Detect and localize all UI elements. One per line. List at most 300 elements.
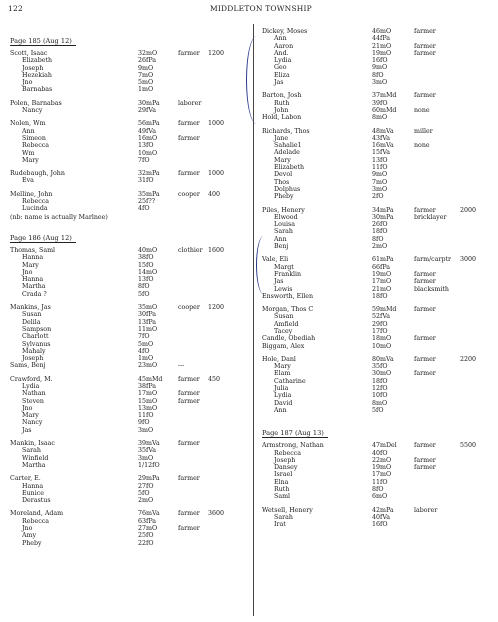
census-row bbox=[262, 400, 492, 407]
person-name: Ann bbox=[274, 235, 287, 243]
census-row bbox=[262, 442, 492, 449]
age-sex-birthplace: 25fO bbox=[138, 532, 154, 540]
age-sex-birthplace: 16mVa bbox=[372, 142, 394, 150]
right-column bbox=[262, 28, 492, 535]
census-row bbox=[262, 293, 492, 300]
census-row bbox=[10, 150, 245, 157]
age-sex-birthplace: 18fO bbox=[372, 377, 388, 385]
person-name: Rebecca bbox=[274, 449, 302, 457]
census-row bbox=[10, 455, 245, 462]
census-row bbox=[262, 149, 492, 156]
property-value: 3000 bbox=[460, 256, 477, 264]
age-sex-birthplace: 8fO bbox=[372, 486, 384, 494]
census-row bbox=[10, 412, 245, 419]
census-row bbox=[10, 198, 245, 205]
age-sex-birthplace: 8fO bbox=[138, 283, 150, 291]
person-name: David bbox=[274, 399, 293, 407]
census-row bbox=[262, 128, 492, 135]
age-sex-birthplace: 13fO bbox=[138, 142, 154, 150]
census-row bbox=[10, 254, 245, 261]
census-page-header: Page 186 (Aug 12) bbox=[10, 234, 76, 243]
occupation: farmer bbox=[414, 92, 436, 100]
occupation: cooper bbox=[178, 304, 200, 312]
occupation: none bbox=[414, 142, 430, 150]
census-row bbox=[10, 326, 245, 333]
person-name: Jno bbox=[22, 79, 33, 87]
age-sex-birthplace: 3mO bbox=[138, 454, 154, 462]
age-sex-birthplace: 8fO bbox=[372, 235, 384, 243]
census-row bbox=[10, 333, 245, 340]
census-row bbox=[262, 471, 492, 478]
person-name: Mary bbox=[274, 156, 291, 164]
census-row bbox=[262, 79, 492, 86]
property-value: 1200 bbox=[208, 50, 225, 57]
age-sex-birthplace: 29mPa bbox=[138, 475, 160, 483]
age-sex-birthplace: 27fO bbox=[138, 482, 154, 490]
person-name: Margt bbox=[274, 263, 294, 271]
census-row bbox=[262, 221, 492, 228]
census-row bbox=[262, 179, 492, 186]
age-sex-birthplace: 26fO bbox=[372, 221, 388, 229]
age-sex-birthplace: 5fO bbox=[138, 489, 150, 497]
occupation: farmer bbox=[178, 390, 200, 398]
age-sex-birthplace: 13fO bbox=[372, 156, 388, 164]
household-group bbox=[10, 475, 245, 504]
occupation: farm/carptr bbox=[414, 256, 452, 264]
census-row bbox=[10, 57, 245, 64]
age-sex-birthplace: 80mVa bbox=[372, 355, 394, 363]
census-row bbox=[10, 135, 245, 142]
census-row bbox=[10, 177, 245, 184]
census-row bbox=[10, 475, 245, 482]
person-name: Polen, Barnabas bbox=[10, 99, 62, 107]
person-name: Hold, Labon bbox=[262, 114, 302, 122]
census-page-header: Page 187 (Aug 13) bbox=[262, 429, 328, 438]
person-name: Ruth bbox=[274, 486, 290, 494]
census-row bbox=[262, 57, 492, 64]
person-name: Mary bbox=[22, 261, 39, 269]
household-group bbox=[262, 356, 492, 414]
age-sex-birthplace: 29fO bbox=[372, 320, 388, 328]
person-name: Nancy bbox=[22, 107, 43, 115]
age-sex-birthplace: 19mO bbox=[372, 464, 392, 472]
census-row bbox=[262, 236, 492, 243]
person-name: Moreland, Adam bbox=[10, 510, 64, 518]
person-name: Ensworth, Ellen bbox=[262, 292, 314, 300]
property-value: 1000 bbox=[208, 120, 225, 128]
occupation: farmer bbox=[178, 397, 200, 405]
age-sex-birthplace: 15fO bbox=[138, 261, 154, 269]
age-sex-birthplace: 2fO bbox=[372, 193, 384, 201]
census-row bbox=[10, 247, 245, 254]
person-name: Dansey bbox=[274, 464, 298, 472]
census-row bbox=[262, 214, 492, 221]
household-group bbox=[262, 28, 492, 86]
person-name: Wetsell, Henery bbox=[262, 506, 313, 514]
age-sex-birthplace: 61mPa bbox=[372, 256, 394, 264]
person-name: Wm bbox=[22, 149, 35, 157]
household-group bbox=[10, 120, 245, 164]
census-row bbox=[262, 50, 492, 57]
census-row bbox=[262, 107, 492, 114]
age-sex-birthplace: 56mPa bbox=[138, 120, 160, 128]
person-name: Hanna bbox=[22, 276, 44, 284]
household-group bbox=[10, 100, 245, 115]
age-sex-birthplace: 8mO bbox=[372, 399, 388, 407]
age-sex-birthplace: 52fVa bbox=[372, 313, 391, 321]
transcriber-note: (nb: name is actually Marlnee) bbox=[10, 213, 108, 221]
census-row bbox=[10, 128, 245, 135]
age-sex-birthplace: 4fO bbox=[138, 205, 150, 213]
person-name: Elizabeth bbox=[274, 164, 305, 172]
age-sex-birthplace: 60mMd bbox=[372, 106, 397, 114]
person-name: Mankins, Jas bbox=[10, 304, 51, 312]
age-sex-birthplace: 19mO bbox=[372, 49, 392, 57]
census-row bbox=[262, 356, 492, 363]
census-row bbox=[262, 271, 492, 278]
age-sex-birthplace: 2mO bbox=[138, 497, 154, 505]
census-row bbox=[10, 79, 245, 86]
age-sex-birthplace: 46mO bbox=[372, 28, 392, 35]
age-sex-birthplace: 13fO bbox=[138, 276, 154, 284]
age-sex-birthplace: 6mO bbox=[372, 493, 388, 501]
census-row bbox=[262, 171, 492, 178]
person-name: Nathan bbox=[22, 390, 46, 398]
census-row bbox=[262, 100, 492, 107]
person-name: Pheby bbox=[22, 539, 42, 547]
census-row bbox=[262, 243, 492, 250]
age-sex-birthplace: 39fO bbox=[372, 99, 388, 107]
census-row bbox=[10, 311, 245, 318]
property-value: 1000 bbox=[208, 170, 225, 178]
census-row bbox=[10, 86, 245, 93]
age-sex-birthplace: 18fO bbox=[372, 292, 388, 300]
occupation: farmer bbox=[414, 278, 436, 286]
census-row bbox=[262, 186, 492, 193]
person-name: Mary bbox=[22, 156, 39, 164]
household-group bbox=[262, 442, 492, 500]
person-name: Rebecca bbox=[22, 142, 50, 150]
census-row bbox=[10, 398, 245, 405]
census-row bbox=[262, 493, 492, 500]
person-name: Sarah bbox=[274, 513, 293, 521]
census-row bbox=[262, 193, 492, 200]
age-sex-birthplace: 11fO bbox=[372, 478, 388, 486]
household-group bbox=[10, 50, 245, 94]
person-name: Martha bbox=[22, 283, 46, 291]
census-page-header: Page 185 (Aug 12) bbox=[10, 37, 76, 46]
household-group bbox=[10, 304, 245, 370]
age-sex-birthplace: 48mVa bbox=[372, 127, 394, 135]
age-sex-birthplace: 32mO bbox=[138, 50, 158, 57]
census-row bbox=[262, 306, 492, 313]
person-name: Pheby bbox=[274, 193, 294, 201]
census-row bbox=[10, 65, 245, 72]
age-sex-birthplace: 22fO bbox=[138, 539, 154, 547]
age-sex-birthplace: 40fVa bbox=[372, 513, 391, 521]
occupation: farmer bbox=[414, 306, 436, 314]
age-sex-birthplace: 38fO bbox=[138, 254, 154, 262]
person-name: Elizabeth bbox=[22, 57, 53, 65]
census-row bbox=[262, 507, 492, 514]
occupation: farmer bbox=[414, 42, 436, 50]
left-column bbox=[10, 28, 245, 553]
occupation: farmer bbox=[414, 270, 436, 278]
census-row bbox=[10, 262, 245, 269]
census-row bbox=[262, 35, 492, 42]
census-row bbox=[10, 120, 245, 127]
age-sex-birthplace: 17mO bbox=[138, 390, 158, 398]
census-row bbox=[262, 521, 492, 528]
age-sex-birthplace: 21mO bbox=[372, 42, 392, 50]
census-row bbox=[262, 313, 492, 320]
person-name: Sylvanus bbox=[22, 340, 51, 348]
age-sex-birthplace: 5fO bbox=[372, 406, 384, 414]
census-row bbox=[262, 385, 492, 392]
census-row bbox=[10, 319, 245, 326]
person-name: Devol bbox=[274, 171, 293, 179]
census-row bbox=[10, 269, 245, 276]
occupation: laborer bbox=[414, 506, 438, 514]
census-row bbox=[10, 440, 245, 447]
occupation: none bbox=[414, 106, 430, 114]
age-sex-birthplace: 3mO bbox=[372, 79, 388, 87]
person-name: Sams, Benj bbox=[10, 362, 46, 370]
property-value: 1200 bbox=[208, 304, 225, 312]
age-sex-birthplace: 7mO bbox=[138, 71, 154, 79]
occupation: farmer bbox=[178, 475, 200, 483]
person-name: Ann bbox=[274, 35, 287, 43]
person-name: Aaron bbox=[274, 42, 294, 50]
person-name: Mary bbox=[274, 363, 291, 371]
census-row bbox=[262, 135, 492, 142]
age-sex-birthplace: 35mO bbox=[138, 304, 158, 312]
person-name: Saml bbox=[274, 493, 291, 501]
census-row bbox=[10, 483, 245, 490]
person-name: Crada ? bbox=[22, 290, 47, 298]
census-row bbox=[262, 464, 492, 471]
age-sex-birthplace: 63fPa bbox=[138, 517, 157, 525]
occupation: clothier bbox=[178, 246, 203, 254]
census-row bbox=[262, 343, 492, 350]
occupation: farmer bbox=[414, 464, 436, 472]
census-row bbox=[10, 497, 245, 504]
person-name: Ann bbox=[274, 406, 287, 414]
person-name: Tacey bbox=[274, 327, 293, 335]
person-name: Simeon bbox=[22, 134, 46, 142]
age-sex-birthplace: 16mO bbox=[138, 134, 158, 142]
property-value: 2200 bbox=[460, 355, 477, 363]
age-sex-birthplace: 9mO bbox=[372, 171, 388, 179]
age-sex-birthplace: 23mO bbox=[138, 362, 158, 370]
census-row bbox=[262, 392, 492, 399]
person-name: Eliza bbox=[274, 71, 290, 79]
age-sex-birthplace: 5mO bbox=[138, 79, 154, 87]
age-sex-birthplace: 40mO bbox=[138, 246, 158, 254]
census-row bbox=[262, 28, 492, 35]
occupation: bricklayer bbox=[414, 213, 447, 221]
census-row bbox=[10, 355, 245, 362]
age-sex-birthplace: 26fPa bbox=[138, 57, 157, 65]
person-name: Ruth bbox=[274, 99, 290, 107]
census-row bbox=[10, 157, 245, 164]
age-sex-birthplace: 21mO bbox=[372, 285, 392, 293]
census-row bbox=[10, 362, 245, 369]
person-name: Louisa bbox=[274, 221, 296, 229]
person-name: Nancy bbox=[22, 419, 43, 427]
age-sex-birthplace: 9fO bbox=[138, 419, 150, 427]
township-title: MIDDLETON TOWNSHIP bbox=[210, 4, 312, 13]
age-sex-birthplace: 11fO bbox=[372, 164, 388, 172]
age-sex-birthplace: 7fO bbox=[138, 333, 150, 341]
census-row bbox=[10, 419, 245, 426]
age-sex-birthplace: 1mO bbox=[138, 355, 154, 363]
age-sex-birthplace: 15mO bbox=[138, 397, 158, 405]
census-row bbox=[10, 276, 245, 283]
occupation: farmer bbox=[178, 50, 200, 57]
person-name: Elam bbox=[274, 370, 291, 378]
age-sex-birthplace: 16fO bbox=[372, 57, 388, 65]
person-name: Armstrong, Nathan bbox=[262, 442, 324, 450]
person-name: Geo bbox=[274, 64, 287, 72]
person-name: Mary bbox=[22, 412, 39, 420]
age-sex-birthplace: 39mVa bbox=[138, 440, 160, 448]
person-name: Barton, Josh bbox=[262, 92, 302, 100]
occupation: cooper bbox=[178, 190, 200, 198]
person-name: Rebecca bbox=[22, 198, 50, 206]
age-sex-birthplace: 31fO bbox=[138, 177, 154, 185]
page-number: 122 bbox=[8, 4, 23, 13]
person-name: Martha bbox=[22, 461, 46, 469]
person-name: Delila bbox=[22, 318, 41, 326]
person-name: Candle, Obediah bbox=[262, 335, 316, 343]
person-name: Amfield bbox=[274, 320, 299, 328]
census-row bbox=[10, 427, 245, 434]
household-group bbox=[10, 170, 245, 185]
person-name: Biggam, Alex bbox=[262, 342, 305, 350]
age-sex-birthplace: 12fO bbox=[372, 385, 388, 393]
age-sex-birthplace: 35fO bbox=[372, 363, 388, 371]
census-row bbox=[10, 291, 245, 298]
person-name: Ann bbox=[22, 127, 35, 135]
household-group bbox=[262, 256, 492, 300]
person-name: Piles, Henery bbox=[262, 206, 305, 214]
occupation: --- bbox=[178, 362, 185, 370]
census-row bbox=[10, 532, 245, 539]
age-sex-birthplace: 19mO bbox=[372, 270, 392, 278]
person-name: Sarah bbox=[274, 228, 293, 236]
age-sex-birthplace: 2mO bbox=[372, 243, 388, 251]
person-name: Jas bbox=[274, 278, 284, 286]
occupation: farmer bbox=[178, 134, 200, 142]
person-name: Morgan, Thos C bbox=[262, 306, 314, 314]
person-name: Benj bbox=[274, 243, 289, 251]
census-row bbox=[262, 328, 492, 335]
person-name: Hole, Danl bbox=[262, 355, 296, 363]
census-row bbox=[262, 286, 492, 293]
census-row bbox=[10, 510, 245, 517]
person-name: Elna bbox=[274, 478, 289, 486]
person-name: Franklin bbox=[274, 270, 302, 278]
age-sex-birthplace: 38fPa bbox=[138, 382, 157, 390]
person-name: Sahalie1 bbox=[274, 142, 302, 150]
age-sex-birthplace: 66fPa bbox=[372, 263, 391, 271]
age-sex-birthplace: 34mPa bbox=[372, 206, 394, 214]
census-row bbox=[262, 457, 492, 464]
person-name: Barnabas bbox=[22, 86, 53, 94]
person-name: Mankin, Isaac bbox=[10, 440, 55, 448]
census-row bbox=[262, 486, 492, 493]
person-name: Jane bbox=[274, 134, 289, 142]
person-name: Julia bbox=[274, 385, 289, 393]
person-name: Melline, John bbox=[10, 190, 53, 198]
census-row bbox=[262, 479, 492, 486]
occupation: farmer bbox=[414, 456, 436, 464]
person-name: Catharine bbox=[274, 377, 306, 385]
age-sex-birthplace: 44fPa bbox=[372, 35, 391, 43]
census-row bbox=[262, 378, 492, 385]
census-row bbox=[262, 278, 492, 285]
occupation: miller bbox=[414, 127, 433, 135]
census-row bbox=[262, 157, 492, 164]
household-group bbox=[262, 306, 492, 350]
census-row bbox=[10, 462, 245, 469]
census-row bbox=[262, 72, 492, 79]
age-sex-birthplace: 45mMd bbox=[138, 375, 163, 383]
census-row bbox=[10, 107, 245, 114]
occupation: farmer bbox=[178, 375, 200, 383]
census-row bbox=[10, 376, 245, 383]
person-name: Winfield bbox=[22, 454, 49, 462]
census-row bbox=[262, 114, 492, 121]
person-name: Lucinda bbox=[22, 205, 48, 213]
age-sex-birthplace: 10mO bbox=[138, 149, 158, 157]
age-sex-birthplace: 9mO bbox=[138, 64, 154, 72]
age-sex-birthplace: 5fO bbox=[138, 290, 150, 298]
household-group bbox=[262, 92, 492, 121]
person-name: Carter, E. bbox=[10, 475, 41, 483]
household-group bbox=[262, 207, 492, 251]
census-row bbox=[262, 264, 492, 271]
age-sex-birthplace: 7mO bbox=[372, 178, 388, 186]
census-row bbox=[10, 348, 245, 355]
age-sex-birthplace: 35mPa bbox=[138, 190, 160, 198]
person-name: Amy bbox=[22, 532, 37, 540]
person-name: Charlott bbox=[22, 333, 49, 341]
person-name: And. bbox=[274, 49, 289, 57]
age-sex-birthplace: 30fPa bbox=[138, 311, 157, 319]
age-sex-birthplace: 18mO bbox=[372, 335, 392, 343]
census-row bbox=[10, 525, 245, 532]
age-sex-birthplace: 3mO bbox=[372, 185, 388, 193]
person-name: Hanna bbox=[22, 254, 44, 262]
occupation: farmer bbox=[178, 120, 200, 128]
occupation: farmer bbox=[178, 525, 200, 533]
age-sex-birthplace: 32mPa bbox=[138, 170, 160, 178]
census-row bbox=[10, 283, 245, 290]
census-row bbox=[262, 43, 492, 50]
property-value: 5500 bbox=[460, 442, 477, 450]
household-group bbox=[262, 128, 492, 201]
age-sex-birthplace: 1/12fO bbox=[138, 461, 160, 469]
person-name: Derastus bbox=[22, 497, 51, 505]
person-name: Dickey, Moses bbox=[262, 28, 308, 35]
occupation: farmer bbox=[414, 49, 436, 57]
person-name: Rebecca bbox=[22, 517, 50, 525]
age-sex-birthplace: 37mMd bbox=[372, 92, 397, 100]
census-row bbox=[262, 92, 492, 99]
census-row bbox=[10, 191, 245, 198]
